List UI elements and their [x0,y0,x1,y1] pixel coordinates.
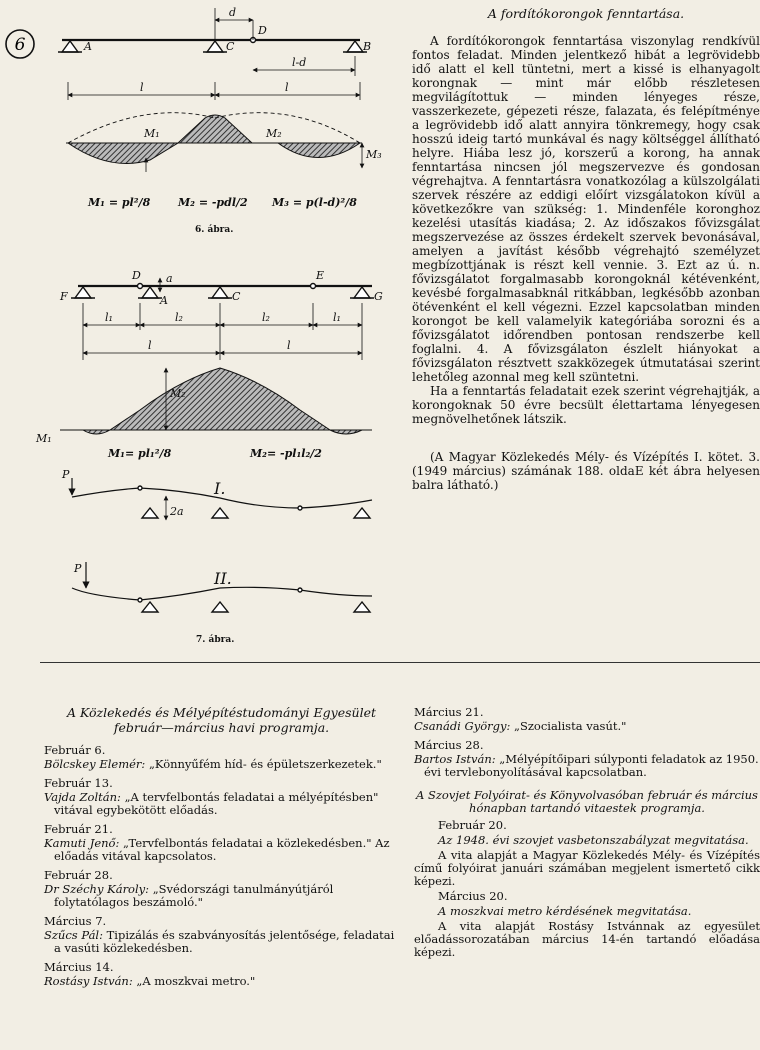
soviet-topic-2: A moszkvai metro kérdésének megvitatása. [438,904,692,918]
program-entry [414,720,760,733]
program-date: Február 21. [44,822,113,836]
fig7-deflection-2 [72,587,372,600]
fig7-dim-l1a: l₁ [105,311,113,324]
program-person: Csanádi György: [414,719,511,733]
fig6-dim-l1: l [140,81,144,94]
fig6-formula-2: M₂ = -pdl/2 [178,196,248,209]
fig7-dim-l2a: l₂ [175,311,183,324]
fig6-label-c: C [226,40,235,53]
soviet-text-2: A vita alapját Rostásy Istvánnak az egyesület előadássorozatában március 14-én tartandó előadása képezi. [414,919,760,959]
fig7-moment-m1-right [330,430,362,434]
program-entry [44,975,399,988]
fig7-load-p1: P [62,468,70,481]
fig7-label-d: D [132,269,141,282]
program-date: Február 6. [44,743,106,757]
fig6-support-b [347,41,363,52]
program-date: Március 7. [44,914,107,928]
fig7-support-f [75,287,91,298]
program-date: Február 28. [44,868,113,882]
fig7-dim-la: l [148,339,152,352]
fig6-label-m2: M₂ [266,127,282,140]
program-topic: Tipizálás és szabványosítás jelentősége, feladatai a vasúti közlekedésben. [54,928,395,955]
fig6-dim-d: d [229,6,237,19]
program-topic: „Mélyépítőipari súlyponti feladatok az 1950. évi tervlebonyolításával kapcsolatban. [424,752,759,779]
fig7-label-a: A [160,294,168,307]
fig7-label-m2: M₂ [170,387,186,400]
program-person: Kamuti Jenő: [44,836,120,850]
fig7-support-a [142,287,158,298]
program-person: Vajda Zoltán: [44,790,121,804]
fig7-caption: 7. ábra. [196,635,235,645]
fig6-support-c [207,41,223,52]
figure-number: 6 [14,35,26,55]
program-column-right [414,705,760,961]
program-column-left [44,705,399,990]
fig7-label-e: E [316,269,325,282]
fig7-dim-2a: 2a [170,505,184,518]
program-topic: „Szocialista vasút." [514,719,627,733]
program-person: Bartos István: [414,752,496,766]
figure-7 [60,278,374,612]
fig7-moment-m2 [110,368,330,430]
fig7-dim-a: a [166,272,173,285]
fig7-case-2: II. [214,569,232,588]
fig6-moment-m1 [68,143,178,164]
fig7-dim-l1b: l₁ [333,311,341,324]
fig6-label-a: A [84,40,92,53]
program-person: Szűcs Pál: [44,928,103,942]
fig7-dim-lb: l [287,339,291,352]
fig7-support-g [354,287,370,298]
fig7-label-g: G [374,290,383,303]
fig6-label-d: D [258,24,267,37]
fig7-formula-2: M₂= -pl₁l₂/2 [250,447,322,460]
fig7-load-p2: P [74,562,82,575]
program-entry [44,791,399,817]
article-source-note: (A Magyar Közlekedés Mély- és Vízépítés I. kötet. 3. (1949 március) számának 188. oldaE két ábra helyesen balra látható.) [412,450,760,492]
article-paragraph-2: Ha a fenntartás feladatait ezek szerint végrehajtják, a korongoknak 50 évre becsült élettartama lényegesen megnövelhetőnek látszik. [412,384,760,426]
program-person: Bölcskey Elemér: [44,757,146,771]
article-paragraph-1: A fordítókorongok fenntartása viszonylag rendkívül fontos feladat. Minden jelentkező hibát a legrövidebb idő alatt el kell tüntetni, mert a kissé is elhanyagolt korongnak — mint már előbb részletesen megvilágítottuk — minden lényeges része, vasszerkezete, gépezeti része, falazata, és felépítménye a legrövidebb idő alatt annyira tönkremegy, hogy csak hosszú ideig tartó munkával és nagy költséggel állítható helyre. Hiába lesz jó, korszerű a korong, ha annak fenntartása nincsen jól megszervezve és gondosan végrehajtva. A fenntartásra vonatkozólag a külszolgálati szervek részére az eddigi előírt vizsgálatokon kívül a következőkre van szükség: 1. Mindenféle koronghoz kezelési utasítás kiadása; 2. Az időszakos fővizsgálat megszervezése az összes érdekelt szervek bevonásával, amelyen a javítást később végrehajtó személyzet megbízottjának is részt kell vennie. 3. Ezt az ú. n. fővizsgálatot forgalmasabb korongoknál kétévenként, kevésbé forgalmasabknál ritkábban, legkésőbb azonban ötévenként el kell végezni. Ezzel kapcsolatban minden korongot be kell valamelyik kategóriába sorozni és a fővizsgálatot időrendben pontosan rendszerbe kell foglalni. 4. A fővizsgálaton észlelt hiányokat a fővizsgálaton résztvett szakközegek útmutatásai szerint lehetőleg azonnal meg kell szüntetni. [412,34,760,384]
soviet-date-2: Március 20. [438,889,508,903]
program-entry [44,758,399,771]
program-date: Március 21. [414,705,484,719]
program-topic: „Tervfelbontás feladatai a közlekedésben." Az előadás vitával kapcsolatos. [54,836,390,863]
figures-area [0,0,405,650]
section-divider [40,662,760,663]
fig7-label-m1: M₁ [36,432,52,445]
soviet-topic-1: Az 1948. évi szovjet vasbetonszabályzat megvitatása. [438,833,749,847]
program-entry [414,753,760,779]
article-column [412,6,760,492]
fig6-support-a [62,41,78,52]
program-topic: „A moszkvai metro." [136,974,256,988]
soviet-date-1: Február 20. [438,818,507,832]
program-topic: „Svédországi tanulmányútjáról folytatólagos beszámoló." [54,882,334,909]
program-entry [44,883,399,909]
fig6-moment-m2 [178,115,252,143]
program-topic: „Könnyűfém híd- és épületszerkezetek." [148,757,382,771]
fig6-caption: 6. ábra. [195,225,234,235]
fig7-dim-l2b: l₂ [262,311,270,324]
program-entry [44,837,399,863]
fig7-formula-1: M₁= pl₁²/8 [108,447,172,460]
fig7-label-c: C [232,290,241,303]
fig6-formula-3: M₃ = p(l-d)²/8 [272,196,357,209]
fig6-label-m1: M₁ [144,127,160,140]
figure-6 [58,8,367,172]
fig7-support-c [212,287,228,298]
article-title: A fordítókorongok fenntartása. [487,6,685,21]
soviet-program-title: A Szovjet Folyóirat- és Könyvolvasóban február és március hónapban tartandó vitaestek programja. [416,788,758,815]
soviet-text-1: A vita alapját a Magyar Közlekedés Mély- és Vízépítés című folyóirat januári számában megjelent ismertető cikk képezi. [414,848,760,888]
program-date: Március 14. [44,960,114,974]
fig7-case-1: I. [214,479,226,498]
figure-number-badge [6,30,34,58]
fig6-dim-l-d: l-d [292,56,307,69]
fig7-hinge-d [138,284,143,289]
fig6-formula-1: M₁ = pl²/8 [88,196,151,209]
fig6-label-b: B [363,40,372,53]
fig7-moment-m1-left [83,430,110,434]
program-person: Dr Széchy Károly: [44,882,150,896]
fig7-hinge-e [311,284,316,289]
fig7-label-f: F [60,290,68,303]
program-date: Március 28. [414,738,484,752]
program-topic: „A tervfelbontás feladatai a mélyépítésben" vitával egybekötött előadás. [54,790,379,817]
program-title: A Közlekedés és Mélyépítéstudományi Egyesület február—március havi programja. [66,705,376,735]
program-entry [44,929,399,955]
fig6-dim-l2: l [285,81,289,94]
fig6-moment-m3 [278,143,360,158]
fig6-label-m3: M₃ [366,148,382,161]
program-date: Február 13. [44,776,113,790]
program-person: Rostásy István: [44,974,133,988]
